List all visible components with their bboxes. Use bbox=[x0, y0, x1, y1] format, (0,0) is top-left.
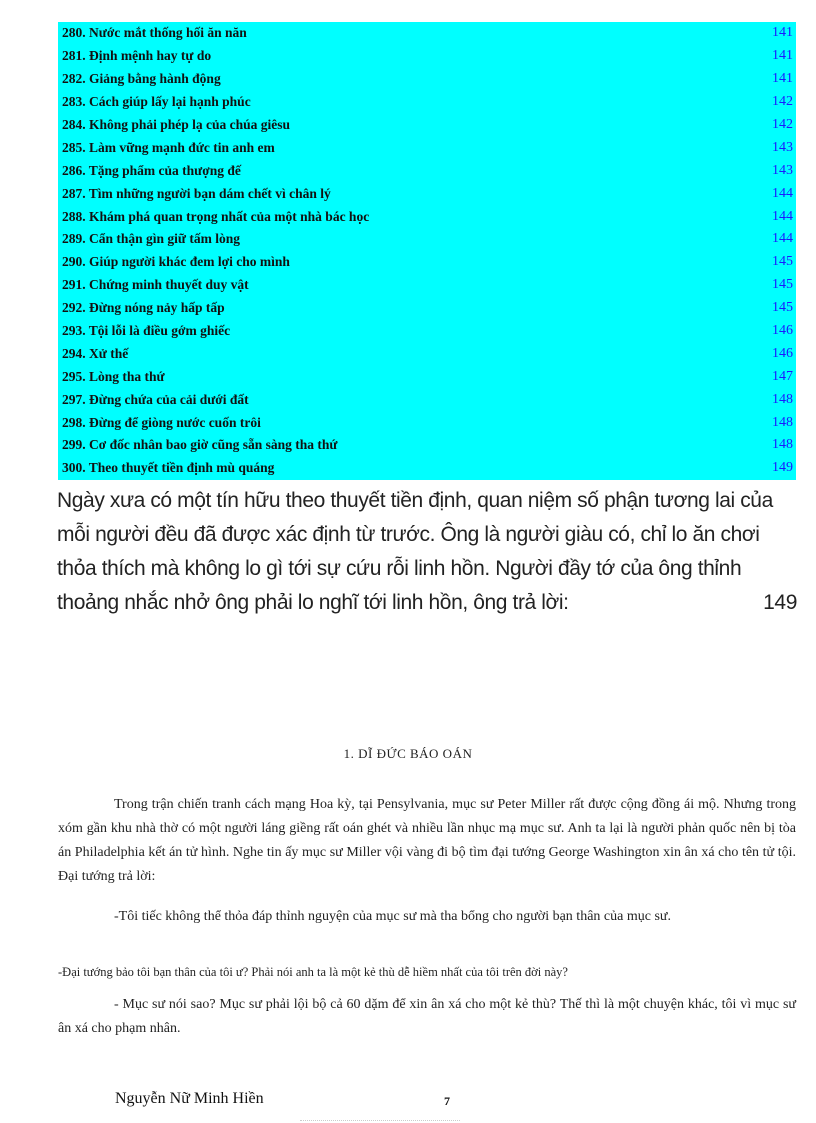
toc-entry-title: 282. Giảng bằng hành động bbox=[62, 71, 221, 87]
toc-entry-page[interactable]: 142 bbox=[772, 94, 793, 110]
toc-entry-page[interactable]: 141 bbox=[772, 25, 793, 41]
chapter-paragraph: -Tôi tiếc không thể thỏa đáp thỉnh nguyện của mục sư mà tha bổng cho người bạn thân của mục sư. bbox=[114, 909, 671, 924]
toc-entry-page[interactable]: 145 bbox=[772, 254, 793, 270]
toc-entry-title: 293. Tội lỗi là điều gớm ghiếc bbox=[62, 323, 231, 339]
toc-entry-title: 284. Không phải phép lạ của chúa giêsu bbox=[62, 117, 291, 132]
toc-entry-page[interactable]: 143 bbox=[772, 162, 793, 178]
toc-entry-page[interactable]: 141 bbox=[772, 71, 793, 87]
toc-entry-title: 291. Chứng minh thuyết duy vật bbox=[62, 277, 249, 293]
intro-last-line bbox=[57, 586, 797, 620]
toc-entry-title: 300. Theo thuyết tiền định mù quáng bbox=[62, 460, 275, 476]
toc-entry-page[interactable]: 147 bbox=[772, 368, 793, 384]
toc-entry[interactable] bbox=[58, 411, 796, 434]
toc-entry-page[interactable]: 142 bbox=[772, 117, 793, 132]
footer-divider bbox=[300, 1120, 460, 1121]
toc-entry[interactable] bbox=[58, 365, 796, 388]
toc-entry[interactable] bbox=[58, 457, 796, 480]
footer-author: Nguyễn Nữ Minh Hiền bbox=[115, 1090, 264, 1107]
toc-entry-page[interactable]: 144 bbox=[772, 208, 793, 224]
chapter-paragraph: Trong trận chiến tranh cách mạng Hoa kỳ, tại Pensylvania, mục sư Peter Miller rất được cộng đồng ái mộ. Nhưng trong xóm gần khu nhà thờ có một người láng giềng rất oán ghét và nhiều lần nhục mạ mục sư. Anh ta lại là người phản quốc nên bị tòa án Philadelphia kết án tử hình. Nghe tin ấy mục sư Miller vội vàng đi bộ tìm đại tướng George Washington xin ân xá cho tên tử tội. Đại tướng trả lời: bbox=[58, 797, 796, 884]
toc-entry-title: 299. Cơ đốc nhân bao giờ cũng sẵn sàng tha thứ bbox=[62, 437, 338, 453]
toc-entry[interactable] bbox=[58, 388, 796, 411]
toc-entry[interactable] bbox=[58, 136, 796, 159]
toc-entry-title: 294. Xử thế bbox=[62, 345, 129, 361]
intro-line: thỏa thích mà không lo gì tới sự cứu rỗi linh hồn. Người đầy tớ của ông thỉnh bbox=[57, 557, 742, 580]
toc-entry-title: 298. Đừng để giòng nước cuốn trôi bbox=[62, 414, 261, 430]
toc-entry-title: 281. Định mệnh hay tự do bbox=[62, 48, 212, 64]
toc-entry[interactable] bbox=[58, 274, 796, 297]
toc-entry-title: 286. Tặng phẩm của thượng đế bbox=[62, 162, 241, 178]
toc-entry[interactable] bbox=[58, 159, 796, 182]
toc-entry[interactable] bbox=[58, 22, 796, 45]
toc-entry-title: 283. Cách giúp lấy lại hạnh phúc bbox=[62, 94, 251, 110]
toc-entry-page[interactable]: 148 bbox=[772, 437, 793, 453]
toc-entry-title: 290. Giúp người khác đem lợi cho mình bbox=[62, 254, 290, 270]
intro-paragraph bbox=[57, 484, 797, 620]
toc-entry-title: 292. Đừng nóng nảy hấp tấp bbox=[62, 300, 225, 316]
intro-line: thoảng nhắc nhở ông phải lo nghĩ tới linh hồn, ông trả lời: bbox=[57, 591, 569, 614]
toc-entry-page[interactable]: 144 bbox=[772, 185, 793, 201]
toc-entry[interactable] bbox=[58, 91, 796, 114]
chapter-title: 1. DĨ ĐỨC BÁO OÁN bbox=[343, 746, 473, 761]
toc-entry-title: 297. Đừng chứa của cải dưới đất bbox=[62, 391, 249, 407]
toc-entry[interactable] bbox=[58, 205, 796, 228]
toc-entry[interactable] bbox=[58, 114, 796, 137]
toc-entry-page[interactable]: 143 bbox=[772, 139, 793, 155]
chapter-paragraph: -Đại tướng bảo tôi bạn thân của tôi ư? Phải nói anh ta là một kẻ thù dễ hiềm nhất của tôi trên đời này? bbox=[58, 965, 568, 979]
toc-entry[interactable] bbox=[58, 45, 796, 68]
toc-entry[interactable] bbox=[58, 251, 796, 274]
toc-entry[interactable] bbox=[58, 342, 796, 365]
toc-entry-title: 287. Tìm những người bạn dám chết vì chân lý bbox=[62, 185, 331, 201]
footer-page-number: 7 bbox=[444, 1094, 450, 1108]
toc-entry[interactable] bbox=[58, 320, 796, 343]
toc-entry-page[interactable]: 148 bbox=[772, 391, 793, 407]
intro-line: Ngày xưa có một tín hữu theo thuyết tiền định, quan niệm số phận tương lai của bbox=[57, 489, 773, 512]
toc-entry-page[interactable]: 144 bbox=[772, 231, 793, 247]
toc-entry[interactable] bbox=[58, 297, 796, 320]
toc-entry[interactable] bbox=[58, 182, 796, 205]
toc-entry-page[interactable]: 145 bbox=[772, 277, 793, 293]
toc-entry-title: 285. Làm vững mạnh đức tin anh em bbox=[62, 139, 275, 155]
toc-entry-title: 295. Lòng tha thứ bbox=[62, 368, 165, 384]
intro-page-number: 149 bbox=[763, 591, 797, 614]
toc-entry-title: 288. Khám phá quan trọng nhất của một nhà bác học bbox=[62, 208, 370, 224]
toc-entry-page[interactable]: 148 bbox=[772, 414, 793, 430]
table-of-contents bbox=[58, 22, 796, 480]
toc-entry[interactable] bbox=[58, 228, 796, 251]
toc-entry[interactable] bbox=[58, 68, 796, 91]
chapter-paragraph: - Mục sư nói sao? Mục sư phải lội bộ cả 60 dặm để xin ân xá cho một kẻ thù? Thế thì là một chuyện khác, tôi vì mục sư ân xá cho phạm nhân. bbox=[58, 997, 796, 1036]
toc-entry-page[interactable]: 146 bbox=[772, 323, 793, 339]
toc-entry-page[interactable]: 146 bbox=[772, 345, 793, 361]
toc-entry-page[interactable]: 145 bbox=[772, 300, 793, 316]
toc-entry-title: 289. Cẩn thận gìn giữ tấm lòng bbox=[62, 231, 241, 247]
toc-entry-title: 280. Nước mắt thống hối ăn năn bbox=[62, 25, 247, 41]
toc-entry-page[interactable]: 149 bbox=[772, 460, 793, 476]
toc-entry[interactable] bbox=[58, 434, 796, 457]
toc-entry-page[interactable]: 141 bbox=[772, 48, 793, 64]
intro-line: mỗi người đều đã được xác định từ trước. Ông là người giàu có, chỉ lo ăn chơi bbox=[57, 523, 760, 546]
